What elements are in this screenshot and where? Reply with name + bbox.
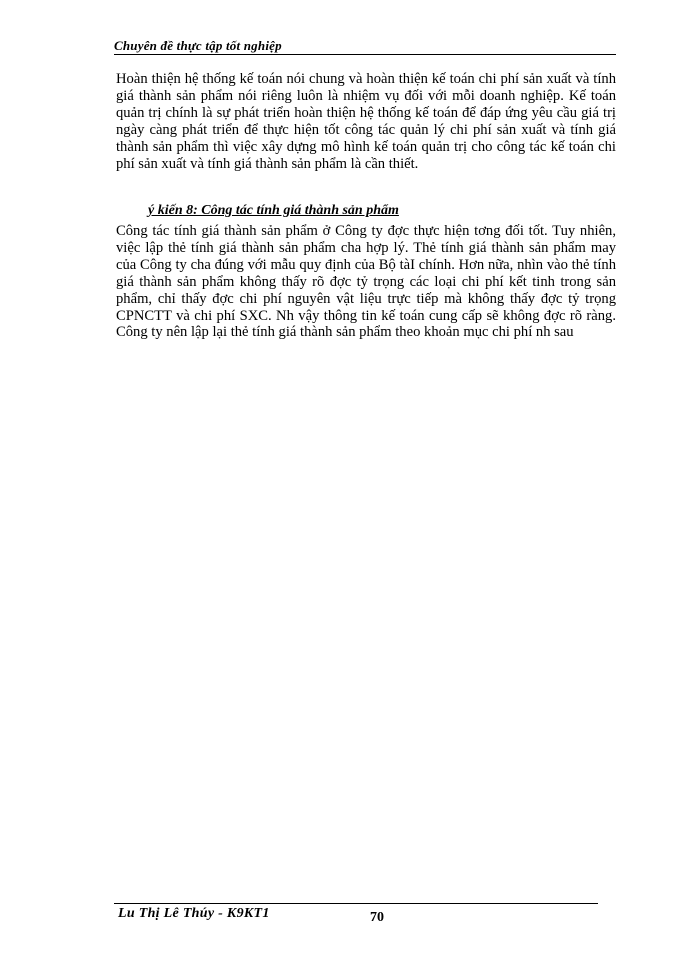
header-divider [114, 54, 616, 55]
page-number: 70 [370, 910, 384, 925]
paragraph-2: Công tác tính giá thành sản phẩm ở Công ty đợc thực hiện tơng đối tốt. Tuy nhiên, việc lập thẻ tính giá thành sản phẩm cha hợp lý. Thẻ tính giá thành sản phẩm may của Công ty cha đúng với mẫu quy định của Bộ tàI chính. Hơn nữa, nhìn vào thẻ tính giá thành sản phẩm không thấy rõ đợc tỷ trọng các loại chi phí kết tinh trong sản phẩm, chỉ thấy đợc chi phí nguyên vật liệu trực tiếp mà không thấy đợc tỷ trọng CPNCTT và chi phí SXC. Nh vậy thông tin kế toán cung cấp sẽ không đợc rõ ràng. Công ty nên lập lại thẻ tính giá thành sản phẩm theo khoản mục chi phí nh sau [116, 223, 616, 341]
footer-author: Lu Thị Lê Thúy - K9KT1 [118, 906, 270, 921]
section-heading [148, 203, 415, 219]
footer-divider [114, 903, 598, 904]
section-heading-text: ý kiến 8: Công tác tính giá thành sản phẩm [148, 203, 399, 218]
paragraph-1: Hoàn thiện hệ thống kế toán nói chung và hoàn thiện kế toán chi phí sản xuất và tính giá thành sản phẩm nói riêng luôn là nhiệm vụ đối với mỗi doanh nghiệp. Kế toán quản trị chính là sự phát triển hoàn thiện hệ thống kế toán để đáp ứng yêu cầu giá trị ngày càng phát triển để thực hiện tốt công tác quản lý chi phí sản xuất và tính giá thành sản phẩm thì việc xây dựng mô hình kế toán quản trị cho công tác kế toán chi phí sản xuất và tính giá thành sản phẩm là cần thiết. [116, 71, 616, 172]
page-header-title: Chuyên đề thực tập tốt nghiệp [114, 38, 282, 53]
